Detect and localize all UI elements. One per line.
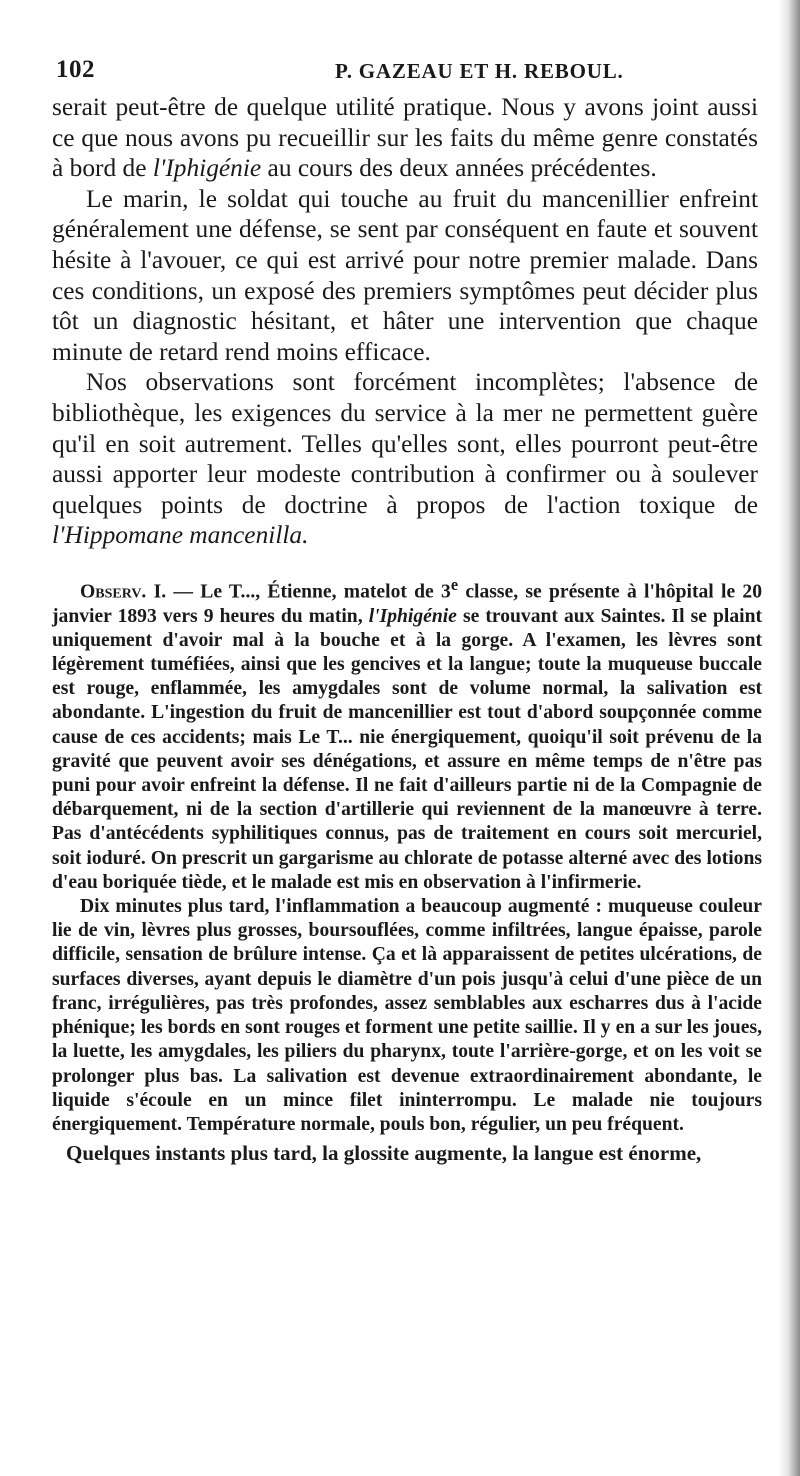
observation-superscript: e bbox=[450, 574, 459, 594]
species-name: l'Hippomane mancenilla. bbox=[52, 521, 309, 550]
observation-intro-c: se trouvant aux Saintes. Il se plaint uniquement d'avoir mal à la bouche et à la gorge. A l'examen, les lèvres sont légèrement tuméfiées, ainsi que les gencives et la langue; toute la muqueuse buccale est rouge, enflammée, les amygdales sont de volume normal, la salivation est abondante. L'ingestion du fruit de mancenillier est tout d'abord soupçonnée comme cause de ces accidents; mais Le T... nie énergiquement, quoiqu'il soit prévenu de la gravité que peuvent avoir ses dénégations, et assure en même temps de n'être pas puni pour avoir enfreint la défense. Il ne fait d'ailleurs partie ni de la Compagnie de débarquement, ni de la section d'artillerie qui reviennent de la manœuvre à terre. Pas d'antécédents syphilitiques connus, pas de traitement en cours soit mercuriel, soit ioduré. On prescrit un gargarisme au chlorate de potasse alterné avec des lotions d'eau boriquée tiède, et le malade est mis en observation à l'infirmerie. bbox=[52, 605, 762, 893]
observation-paragraph-2: Dix minutes plus tard, l'inflammation a beaucoup augmenté : muqueuse couleur lie de vin, lèvres plus grosses, boursouflées, comme infiltrées, langue épaisse, parole difficile, sensation de brûlure intense. Ça et là apparaissent de petites ulcérations, de surfaces diverses, ayant depuis le diamètre d'un pois jusqu'à celui d'une pièce de un franc, irrégulières, pas très profondes, assez semblables aux escharres dus à l'acide phénique; les bords en sont rouges et forment une petite saillie. Il y en a sur les joues, la luette, les amygdales, les piliers du pharynx, toute l'arrière-gorge, et on les voit se prolonger plus bas. La salivation est devenue extraordinairement abondante, le liquide s'écoule en un mince filet ininterrompu. Le malade nie toujours énergiquement. Température normale, pouls bon, régulier, un peu fréquent. bbox=[52, 896, 762, 1135]
main-text bbox=[52, 92, 758, 551]
observation-intro-b: classe, se présente à l'hôpital le 20 janvier 1893 vers 9 heures du matin, bbox=[52, 581, 762, 627]
observation-block bbox=[52, 573, 762, 1137]
ship-name: l'Iphigénie bbox=[152, 154, 262, 183]
observation-paragraph-1 bbox=[52, 573, 762, 895]
paragraph-2: Le marin, le soldat qui touche au fruit du mancenillier enfreint généralement une défense, se sent par conséquent en faute et souvent hésite à l'avouer, ce qui est arrivé pour notre premier malade. Dans ces conditions, un exposé des premiers symptômes peut décider plus tôt un diagnostic hésitant, et hâter une intervention que chaque minute de retard rend moins efficace. bbox=[52, 184, 758, 366]
paragraph-1-text: serait peut-être de quelque utilité pratique. Nous y avons joint aussi ce que nous avons pu recueillir sur les faits du même genre constatés à bord de bbox=[52, 93, 758, 183]
observation-ship-name: l'Iphigénie bbox=[368, 605, 457, 627]
closing-line: Quelques instants plus tard, la glossite augmente, la langue est énorme, bbox=[66, 1141, 702, 1166]
paragraph-3-text: Nos observations sont forcément incomplètes; l'absence de bibliothèque, les exigences du service à la mer ne permettent guère qu'il en soit autrement. Telles qu'elles sont, elles pourront peut-être aussi apporter leur modeste contribution à confirmer ou à soulever quelques points de doctrine à propos de l'action toxique de bbox=[52, 368, 758, 519]
paragraph-1-end: au cours des deux années précédentes. bbox=[261, 154, 657, 183]
page-header bbox=[52, 52, 770, 92]
observation-label: Observ. I. bbox=[80, 581, 167, 603]
paragraph-3 bbox=[52, 367, 758, 551]
scan-shadow-edge bbox=[778, 0, 800, 1476]
paragraph-1 bbox=[52, 92, 758, 184]
observation-intro-a: — Le T..., Étienne, matelot de 3 bbox=[166, 581, 451, 603]
page-number: 102 bbox=[56, 56, 95, 83]
running-head: P. GAZEAU ET H. REBOUL. bbox=[335, 59, 624, 83]
